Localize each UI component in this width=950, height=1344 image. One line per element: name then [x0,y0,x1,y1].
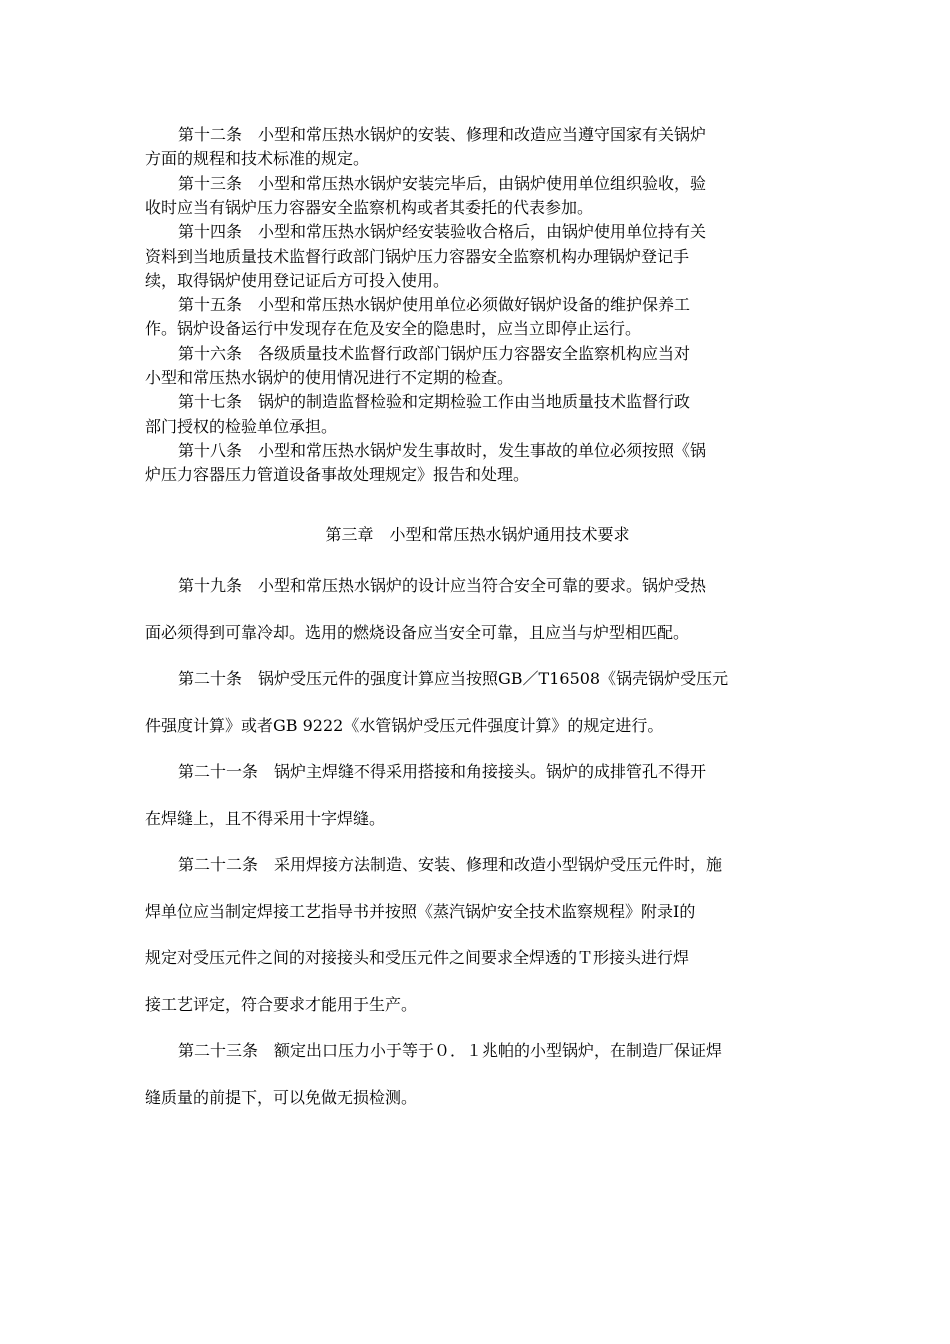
paragraph-first-line: 第十二条 小型和常压热水锅炉的安装、修理和改造应当遵守国家有关锅炉 [178,125,707,144]
paragraph-line: 件强度计算》或者GB 9222《水管锅炉受压元件强度计算》的规定进行。 [145,716,664,735]
paragraph-line: 作。锅炉设备运行中发现存在危及安全的隐患时，应当立即停止运行。 [145,319,642,338]
paragraph-line: 焊单位应当制定焊接工艺指导书并按照《蒸汽锅炉安全技术监察规程》附录Ⅰ的 [145,902,696,921]
paragraph-first-line: 第十七条 锅炉的制造监督检验和定期检验工作由当地质量技术监督行政 [178,392,691,411]
paragraph-first-line: 第二十三条 额定出口压力小于等于０．１兆帕的小型锅炉，在制造厂保证焊 [178,1041,723,1060]
paragraph-first-line: 第十五条 小型和常压热水锅炉使用单位必须做好锅炉设备的维护保养工 [178,295,691,314]
paragraph-line: 在焊缝上，且不得采用十字焊缝。 [145,809,386,828]
paragraph-first-line: 第二十条 锅炉受压元件的强度计算应当按照GB／T16508《锅壳锅炉受压元 [178,669,729,688]
paragraph-line: 面必须得到可靠冷却。选用的燃烧设备应当安全可靠，且应当与炉型相匹配。 [145,623,690,642]
paragraph-line: 缝质量的前提下，可以免做无损检测。 [145,1088,418,1107]
paragraph-line: 规定对受压元件之间的对接接头和受压元件之间要求全焊透的Ｔ形接头进行焊 [145,948,690,967]
paragraph-line: 方面的规程和技术标准的规定。 [145,149,370,168]
paragraph-first-line: 第十九条 小型和常压热水锅炉的设计应当符合安全可靠的要求。锅炉受热 [178,576,707,595]
paragraph-line: 收时应当有锅炉压力容器安全监察机构或者其委托的代表参加。 [145,198,594,217]
paragraph-line: 小型和常压热水锅炉的使用情况进行不定期的检查。 [145,368,514,387]
paragraph-first-line: 第十三条 小型和常压热水锅炉安装完毕后，由锅炉使用单位组织验收，验 [178,174,707,193]
paragraph-first-line: 第十六条 各级质量技术监督行政部门锅炉压力容器安全监察机构应当对 [178,344,691,363]
chapter-title: 第三章 小型和常压热水锅炉通用技术要求 [325,525,630,544]
paragraph-line: 续，取得锅炉使用登记证后方可投入使用。 [145,271,450,290]
paragraph-first-line: 第十八条 小型和常压热水锅炉发生事故时，发生事故的单位必须按照《锅 [178,441,707,460]
paragraph-first-line: 第二十一条 锅炉主焊缝不得采用搭接和角接接头。锅炉的成排管孔不得开 [178,762,707,781]
paragraph-first-line: 第二十二条 采用焊接方法制造、安装、修理和改造小型锅炉受压元件时，施 [178,855,723,874]
paragraph-line: 资料到当地质量技术监督行政部门锅炉压力容器安全监察机构办理锅炉登记手 [145,247,690,266]
paragraph-line: 接工艺评定，符合要求才能用于生产。 [145,995,418,1014]
paragraph-line: 炉压力容器压力管道设备事故处理规定》报告和处理。 [145,465,530,484]
paragraph-line: 部门授权的检验单位承担。 [145,417,338,436]
paragraph-first-line: 第十四条 小型和常压热水锅炉经安装验收合格后，由锅炉使用单位持有关 [178,222,707,241]
